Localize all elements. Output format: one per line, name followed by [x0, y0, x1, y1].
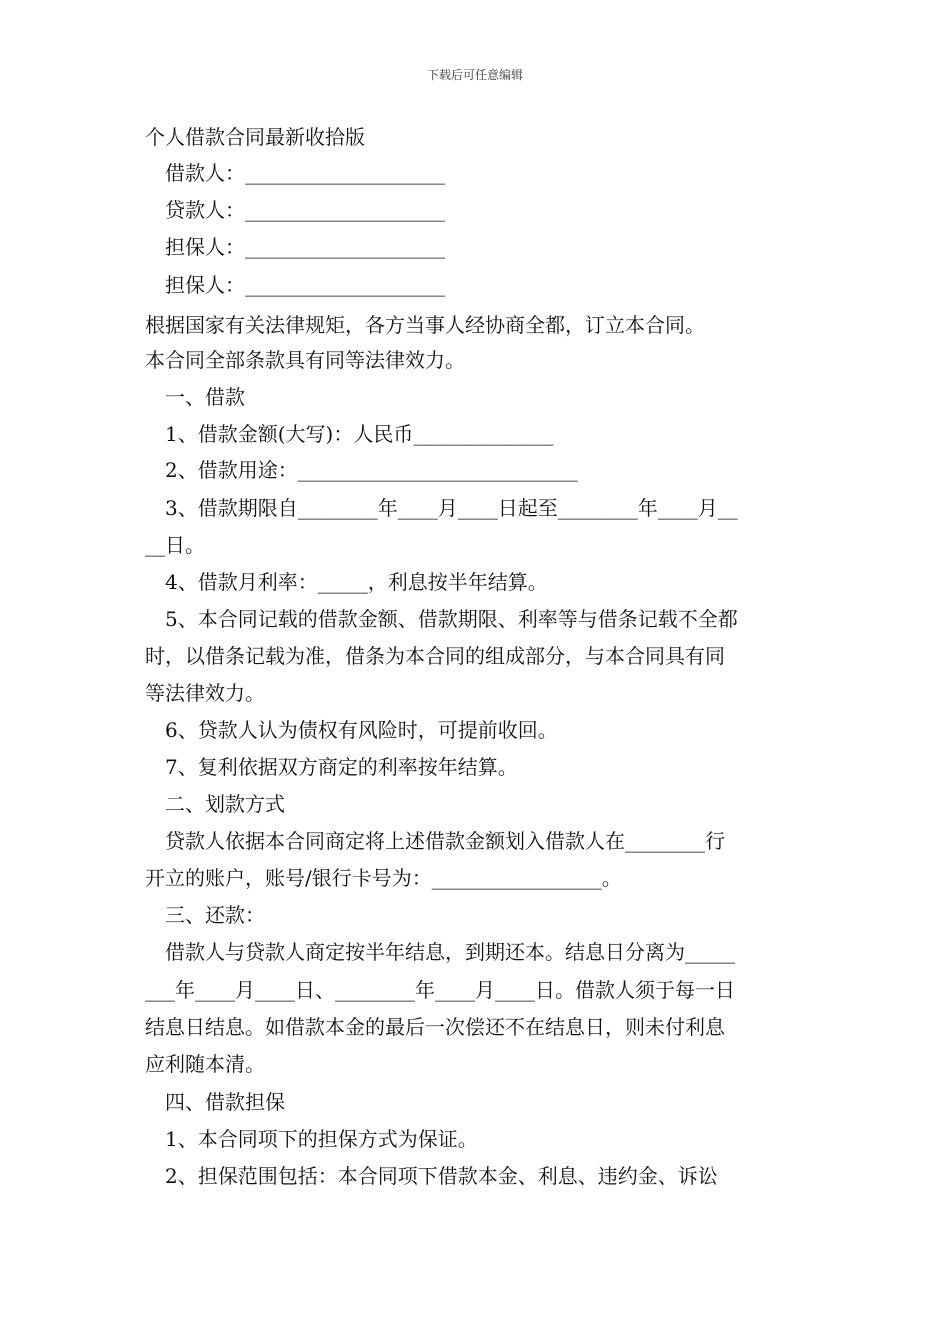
text-line: 担保人：____________________ — [165, 273, 445, 297]
text-line: 4、借款月利率：_____，利息按半年结算。 — [165, 570, 548, 594]
text-line: 5、本合同记载的借款金额、借款期限、利率等与借条记载不全都 — [165, 607, 738, 631]
text-line: 2、借款用途：____________________________ — [165, 458, 578, 482]
text-line: 二、划款方式 — [165, 792, 285, 816]
text-line: 3、借款期限自________年____月____日起至________年____月__ — [165, 496, 738, 520]
text-line: 贷款人：____________________ — [165, 198, 445, 222]
text-line: 个人借款合同最新收拾版 — [145, 125, 365, 149]
page-header: 下载后可任意编辑 — [426, 68, 523, 82]
text-line: 2、担保范围包括：本合同项下借款本金、利息、违约金、诉讼 — [165, 1164, 718, 1188]
text-line: 应利随本清。 — [145, 1052, 265, 1076]
text-line: 担保人：____________________ — [165, 235, 445, 259]
text-line: 借款人：____________________ — [165, 161, 445, 185]
text-line: 开立的账户，账号/银行卡号为：_________________。 — [145, 866, 622, 890]
text-line: 贷款人依据本合同商定将上述借款金额划入借款人在________行 — [165, 829, 725, 853]
text-line: 时，以借条记载为准，借条为本合同的组成部分，与本合同具有同 — [145, 644, 725, 668]
text-line: __日。 — [145, 533, 205, 557]
text-line: 本合同全部条款具有同等法律效力。 — [145, 348, 465, 372]
text-line: 根据国家有关法律规矩，各方当事人经协商全都，订立本合同。 — [145, 313, 705, 337]
text-line: 三、还款： — [165, 903, 265, 927]
text-line: 等法律效力。 — [145, 681, 265, 705]
text-line: 7、复利依据双方商定的利率按年结算。 — [165, 755, 518, 779]
text-line: 1、本合同项下的担保方式为保证。 — [165, 1127, 478, 1151]
text-line: 6、贷款人认为债权有风险时，可提前收回。 — [165, 718, 558, 742]
text-line: ___年____月____日、________年____月____日。借款人须于每一日 — [145, 978, 735, 1002]
text-line: 结息日结息。如借款本金的最后一次偿还不在结息日，则未付利息 — [145, 1015, 725, 1039]
text-line: 借款人与贷款人商定按半年结息，到期还本。结息日分离为_____ — [165, 940, 735, 964]
text-line: 一、借款 — [165, 385, 245, 409]
text-line: 四、借款担保 — [165, 1090, 285, 1114]
text-line: 1、借款金额(大写)：人民币______________ — [165, 422, 554, 446]
